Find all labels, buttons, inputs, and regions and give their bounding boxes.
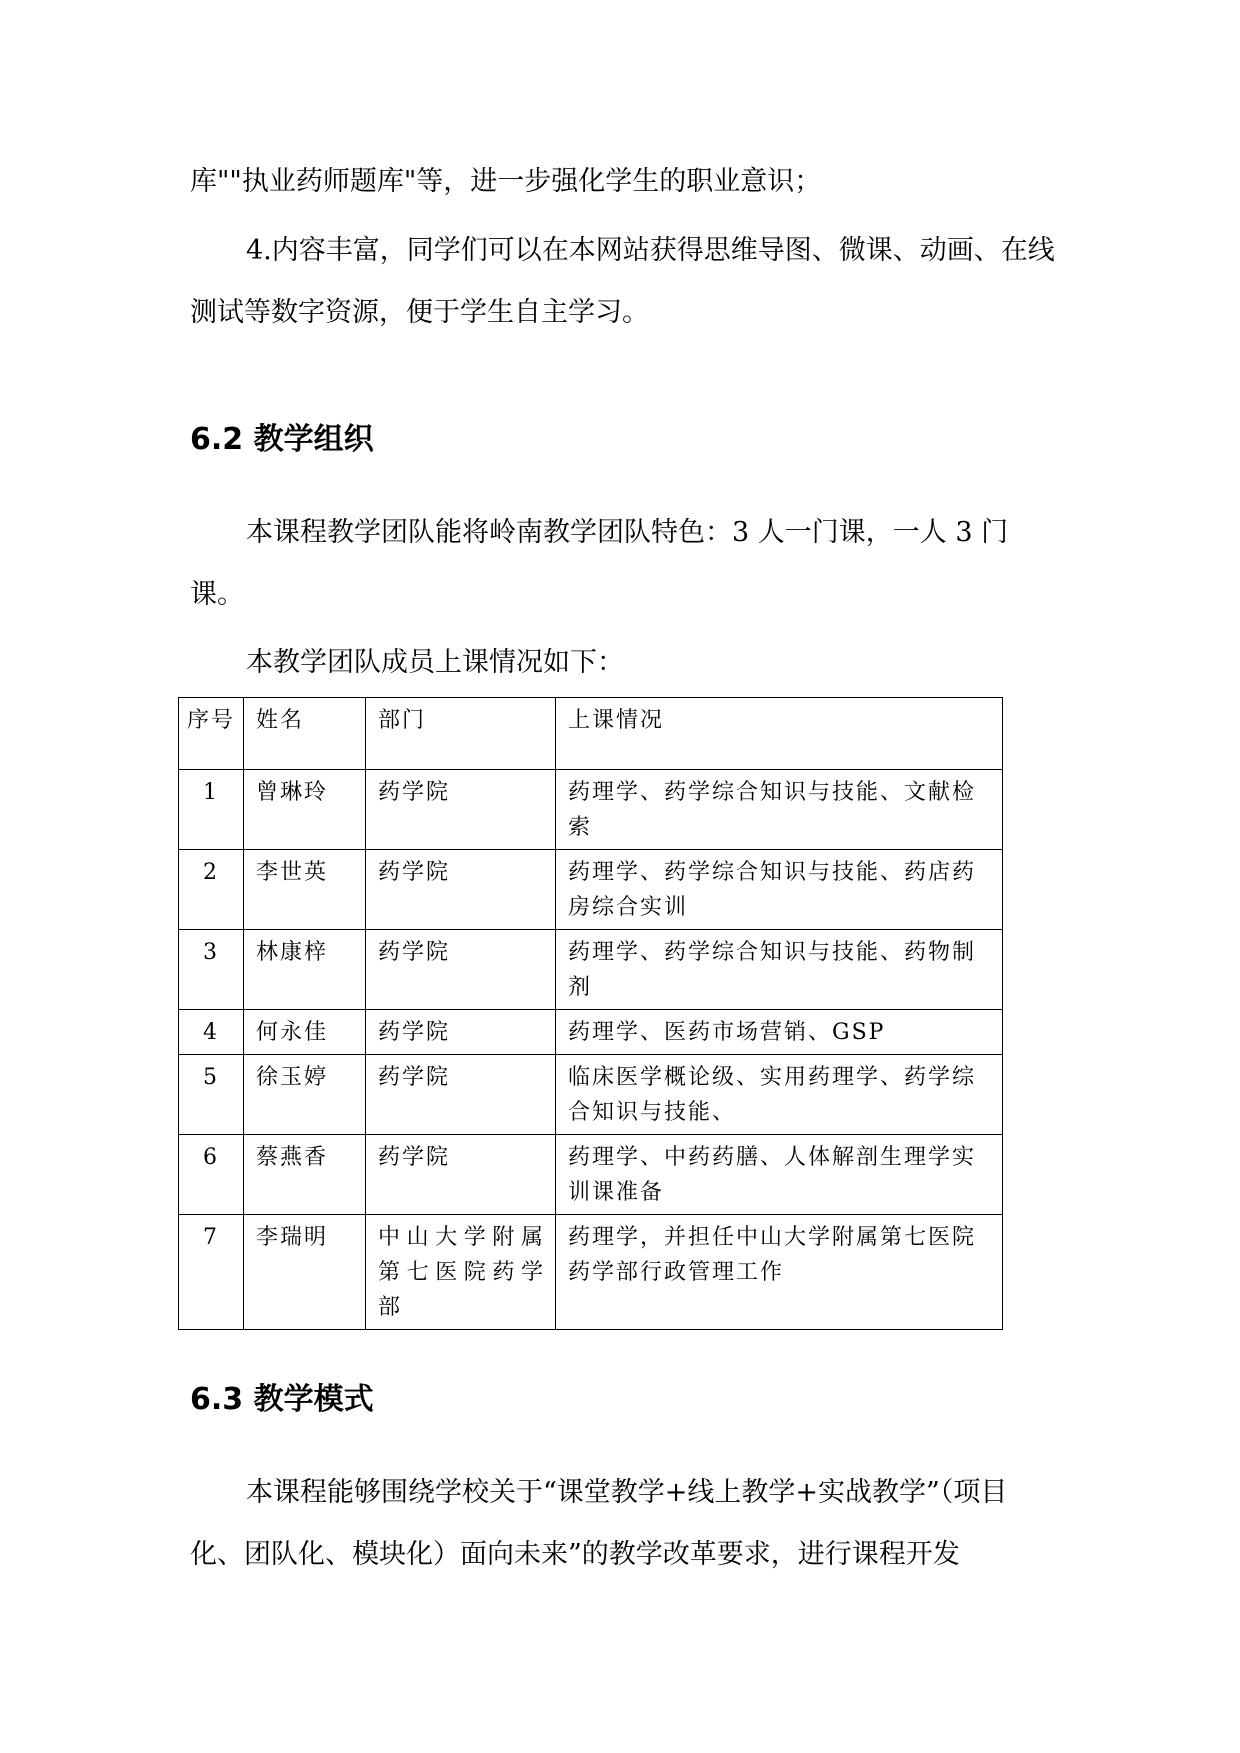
row-number: 7 [179,1215,244,1330]
row-name: 林康梓 [244,930,366,1010]
row-number: 3 [179,930,244,1010]
row-classes: 药理学、中药药膳、人体解剖生理学实训课准备 [556,1135,1003,1215]
row-number: 1 [179,770,244,850]
table-row [179,1010,1003,1055]
row-name: 徐玉婷 [244,1055,366,1135]
row-number: 4 [179,1010,244,1055]
section-heading-6-3: 6.3 教学模式 [190,1382,374,1417]
header-name: 姓名 [244,698,366,770]
row-department: 中山大学附属第七医院药学部 [366,1215,556,1330]
row-classes: 药理学、药学综合知识与技能、药物制剂 [556,930,1003,1010]
row-classes: 药理学，并担任中山大学附属第七医院药学部行政管理工作 [556,1215,1003,1330]
row-name: 李世英 [244,850,366,930]
row-name: 李瑞明 [244,1215,366,1330]
row-classes: 药理学、药学综合知识与技能、文献检索 [556,770,1003,850]
table-row [179,1135,1003,1215]
table-row [179,770,1003,850]
row-classes: 临床医学概论级、实用药理学、药学综合知识与技能、 [556,1055,1003,1135]
row-classes: 药理学、药学综合知识与技能、药店药房综合实训 [556,850,1003,930]
row-classes: 药理学、医药市场营销、GSP [556,1010,1003,1055]
table-row [179,1055,1003,1135]
row-number: 6 [179,1135,244,1215]
team-schedule-table [178,697,1003,1330]
paragraph-team-feature: 本课程教学团队能将岭南教学团队特色：3 人一门课，一人 3 门课。 [190,517,1009,610]
table-row [179,930,1003,1010]
row-department: 药学院 [366,770,556,850]
table-header-row [179,698,1003,770]
paragraph-content-rich: 4.内容丰富，同学们可以在本网站获得思维导图、微课、动画、在线测试等数字资源，便于学生自主学习。 [190,235,1055,328]
table-row [179,850,1003,930]
header-classes: 上课情况 [556,698,1003,770]
row-department: 药学院 [366,850,556,930]
table-row [179,1215,1003,1330]
section-heading-6-2: 6.2 教学组织 [190,422,374,457]
paragraph-question-bank: 库""执业药师题库"等，进一步强化学生的职业意识； [190,166,822,197]
row-department: 药学院 [366,1055,556,1135]
row-name: 曾琳玲 [244,770,366,850]
row-department: 药学院 [366,1135,556,1215]
paragraph-teaching-mode: 本课程能够围绕学校关于“课堂教学+线上教学+实战教学”（项目化、团队化、模块化）面向未来”的教学改革要求，进行课程开发 [190,1477,1008,1570]
row-department: 药学院 [366,930,556,1010]
row-name: 蔡燕香 [244,1135,366,1215]
header-department: 部门 [366,698,556,770]
row-name: 何永佳 [244,1010,366,1055]
row-number: 5 [179,1055,244,1135]
paragraph-table-intro: 本教学团队成员上课情况如下： [246,647,624,678]
row-number: 2 [179,850,244,930]
row-department: 药学院 [366,1010,556,1055]
header-number: 序号 [179,698,244,770]
